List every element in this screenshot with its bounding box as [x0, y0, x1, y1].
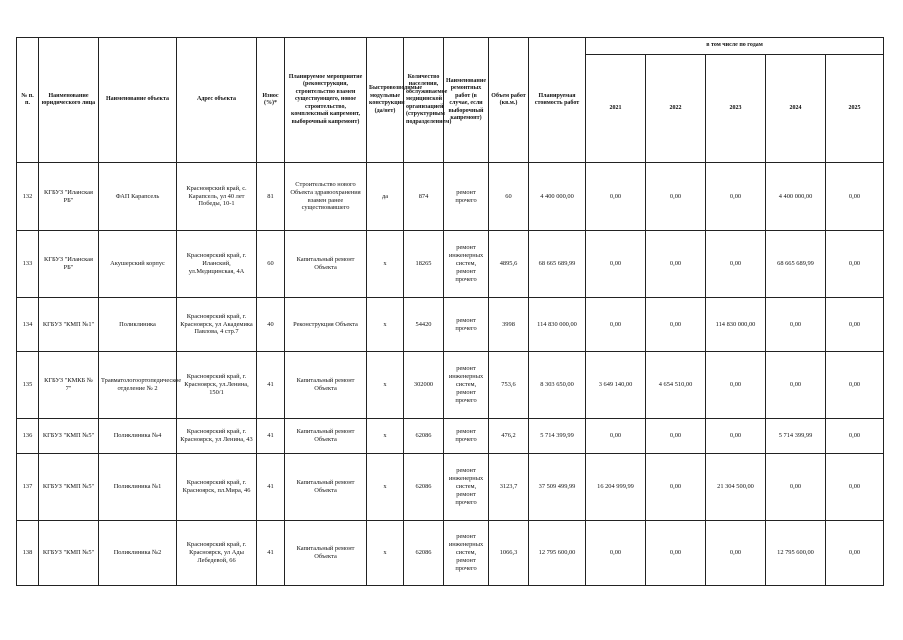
header-years-caption: в том числе по годам: [586, 38, 884, 55]
cell-2023: 114 830 000,00: [706, 298, 766, 352]
header-repair-type: Наименование ремонтных работ (в случае, если выборочный капремонт): [444, 38, 489, 163]
cell-num: 132: [17, 163, 39, 231]
cell-address: Красноярский край, с. Карапсель, ул 40 лет Победы, 10-1: [177, 163, 257, 231]
cell-modular: х: [367, 298, 404, 352]
cell-2021: 0,00: [586, 521, 646, 586]
cell-2024: 0,00: [766, 454, 826, 521]
cell-address: Красноярский край, г. Красноярск, ул Ленина, 43: [177, 419, 257, 454]
cell-measure: Капитальный ремонт Объекта: [285, 419, 367, 454]
cell-repair: ремонт инженерных систем, ремонт прочего: [444, 231, 489, 298]
cell-population: 62086: [404, 419, 444, 454]
cell-2022: 0,00: [646, 163, 706, 231]
cell-object: Поликлиника: [99, 298, 177, 352]
cell-repair: ремонт прочего: [444, 419, 489, 454]
header-num: № п. п.: [17, 38, 39, 163]
cell-wear: 41: [257, 419, 285, 454]
cell-legal: КГБУЗ "КМП №1": [39, 298, 99, 352]
cell-2022: 0,00: [646, 454, 706, 521]
cell-cost: 68 665 689,99: [529, 231, 586, 298]
cell-num: 138: [17, 521, 39, 586]
cell-2025: 0,00: [826, 163, 884, 231]
cell-legal: КГБУЗ "Иланская РБ": [39, 231, 99, 298]
cell-measure: Капитальный ремонт Объекта: [285, 521, 367, 586]
cell-2022: 0,00: [646, 419, 706, 454]
cell-2024: 4 400 000,00: [766, 163, 826, 231]
cell-2023: 21 304 500,00: [706, 454, 766, 521]
cell-address: Красноярский край, г. Иланский, ул.Медицинская, 4А: [177, 231, 257, 298]
cell-measure: Капитальный ремонт Объекта: [285, 352, 367, 419]
header-legal-name: Наименование юридического лица: [39, 38, 99, 163]
table-row: [17, 352, 884, 419]
cell-num: 137: [17, 454, 39, 521]
cell-repair: ремонт инженерных систем, ремонт прочего: [444, 454, 489, 521]
cell-num: 136: [17, 419, 39, 454]
cell-object: Поликлиника №2: [99, 521, 177, 586]
cell-2023: 0,00: [706, 163, 766, 231]
header-planned-measure: Планируемое мероприятие (реконструкция, строительство взамен существующего, новое строительство, комплексный капремонт, выборочный капремонт): [285, 38, 367, 163]
cell-2022: 0,00: [646, 521, 706, 586]
cell-volume: 60: [489, 163, 529, 231]
table-row: [17, 163, 884, 231]
cell-cost: 5 714 399,99: [529, 419, 586, 454]
cell-volume: 4895,6: [489, 231, 529, 298]
cell-2022: 4 654 510,00: [646, 352, 706, 419]
cell-2025: 0,00: [826, 231, 884, 298]
cell-2025: 0,00: [826, 521, 884, 586]
table-row: [17, 419, 884, 454]
table-row: [17, 231, 884, 298]
cell-repair: ремонт прочего: [444, 298, 489, 352]
cell-2025: 0,00: [826, 454, 884, 521]
cell-object: Поликлиника №1: [99, 454, 177, 521]
cell-2021: 3 649 140,00: [586, 352, 646, 419]
cell-measure: Капитальный ремонт Объекта: [285, 231, 367, 298]
cell-2025: 0,00: [826, 419, 884, 454]
cell-volume: 476,2: [489, 419, 529, 454]
cell-address: Красноярский край, г. Красноярск, ул Ады Лебедевой, 66: [177, 521, 257, 586]
cell-legal: КГБУЗ "КМКБ № 7": [39, 352, 99, 419]
header-year-2022: 2022: [646, 55, 706, 163]
header-year-2024: 2024: [766, 55, 826, 163]
cell-num: 133: [17, 231, 39, 298]
cell-2022: 0,00: [646, 231, 706, 298]
cell-legal: КГБУЗ "КМП №5": [39, 454, 99, 521]
cell-modular: х: [367, 352, 404, 419]
cell-cost: 8 303 650,00: [529, 352, 586, 419]
cell-2024: 68 665 689,99: [766, 231, 826, 298]
cell-modular: да: [367, 163, 404, 231]
cell-2023: 0,00: [706, 419, 766, 454]
table-row: [17, 521, 884, 586]
cell-population: 874: [404, 163, 444, 231]
cell-cost: 4 400 000,00: [529, 163, 586, 231]
cell-measure: Капитальный ремонт Объекта: [285, 454, 367, 521]
header-year-2023: 2023: [706, 55, 766, 163]
cell-object: ФАП Карапсель: [99, 163, 177, 231]
cell-2025: 0,00: [826, 352, 884, 419]
header-year-2025: 2025: [826, 55, 884, 163]
cell-2024: 0,00: [766, 298, 826, 352]
header-object-name: Наименование объекта: [99, 38, 177, 163]
cell-num: 135: [17, 352, 39, 419]
cell-modular: х: [367, 419, 404, 454]
cell-2021: 16 204 999,99: [586, 454, 646, 521]
cell-address: Красноярский край, г. Красноярск, ул.Ленина, 150/1: [177, 352, 257, 419]
cell-modular: х: [367, 231, 404, 298]
cell-volume: 3998: [489, 298, 529, 352]
cell-population: 18265: [404, 231, 444, 298]
cell-population: 302000: [404, 352, 444, 419]
cell-wear: 81: [257, 163, 285, 231]
cell-2021: 0,00: [586, 419, 646, 454]
header-year-2021: 2021: [586, 55, 646, 163]
cell-address: Красноярский край, г. Красноярск, ул Академика Павлова, 4 стр.7: [177, 298, 257, 352]
cell-repair: ремонт инженерных систем, ремонт прочего: [444, 521, 489, 586]
cell-measure: Реконструкция Объекта: [285, 298, 367, 352]
cell-address: Красноярский край, г. Красноярск, пл.Мира, 46: [177, 454, 257, 521]
cell-2025: 0,00: [826, 298, 884, 352]
cell-population: 54420: [404, 298, 444, 352]
header-quick-modules: Быстровозводимые модульные конструкции (да/нет): [367, 38, 404, 163]
cell-repair: ремонт инженерных систем, ремонт прочего: [444, 352, 489, 419]
header-address: Адрес объекта: [177, 38, 257, 163]
document-page: [16, 37, 883, 586]
cell-cost: 37 509 499,99: [529, 454, 586, 521]
cell-volume: 753,6: [489, 352, 529, 419]
cell-legal: КГБУЗ "КМП №5": [39, 419, 99, 454]
cell-cost: 114 830 000,00: [529, 298, 586, 352]
cell-legal: КГБУЗ "Иланская РБ": [39, 163, 99, 231]
cell-2023: 0,00: [706, 231, 766, 298]
cell-wear: 40: [257, 298, 285, 352]
cell-2022: 0,00: [646, 298, 706, 352]
cell-measure: Строительство нового Объекта здравоохранения взамен ранее существовавшего: [285, 163, 367, 231]
cell-2021: 0,00: [586, 231, 646, 298]
cell-wear: 41: [257, 352, 285, 419]
cell-population: 62086: [404, 454, 444, 521]
cell-object: Поликлиника №4: [99, 419, 177, 454]
cell-2021: 0,00: [586, 163, 646, 231]
cell-volume: 3123,7: [489, 454, 529, 521]
cell-2023: 0,00: [706, 521, 766, 586]
header-wear: Износ (%)*: [257, 38, 285, 163]
cell-2024: 5 714 399,99: [766, 419, 826, 454]
cell-repair: ремонт прочего: [444, 163, 489, 231]
cell-object: Акушерский корпус: [99, 231, 177, 298]
cell-num: 134: [17, 298, 39, 352]
cell-modular: х: [367, 454, 404, 521]
cell-2024: 0,00: [766, 352, 826, 419]
cell-modular: х: [367, 521, 404, 586]
cell-population: 62086: [404, 521, 444, 586]
cell-2024: 12 795 600,00: [766, 521, 826, 586]
header-volume: Объем работ (кв.м.): [489, 38, 529, 163]
objects-table: [16, 37, 884, 586]
cell-wear: 41: [257, 454, 285, 521]
header-planned-cost: Планируемая стоимость работ: [529, 38, 586, 163]
header-population: Количество населения, обслуживаемое медицинской организацией (структурным подразделением): [404, 38, 444, 163]
cell-2021: 0,00: [586, 298, 646, 352]
cell-cost: 12 795 600,00: [529, 521, 586, 586]
cell-wear: 60: [257, 231, 285, 298]
table-row: [17, 298, 884, 352]
cell-object: Травматологоортопедическое отделение № 2: [99, 352, 177, 419]
cell-wear: 41: [257, 521, 285, 586]
table-row: [17, 454, 884, 521]
cell-2023: 0,00: [706, 352, 766, 419]
cell-volume: 1066,3: [489, 521, 529, 586]
cell-legal: КГБУЗ "КМП №5": [39, 521, 99, 586]
